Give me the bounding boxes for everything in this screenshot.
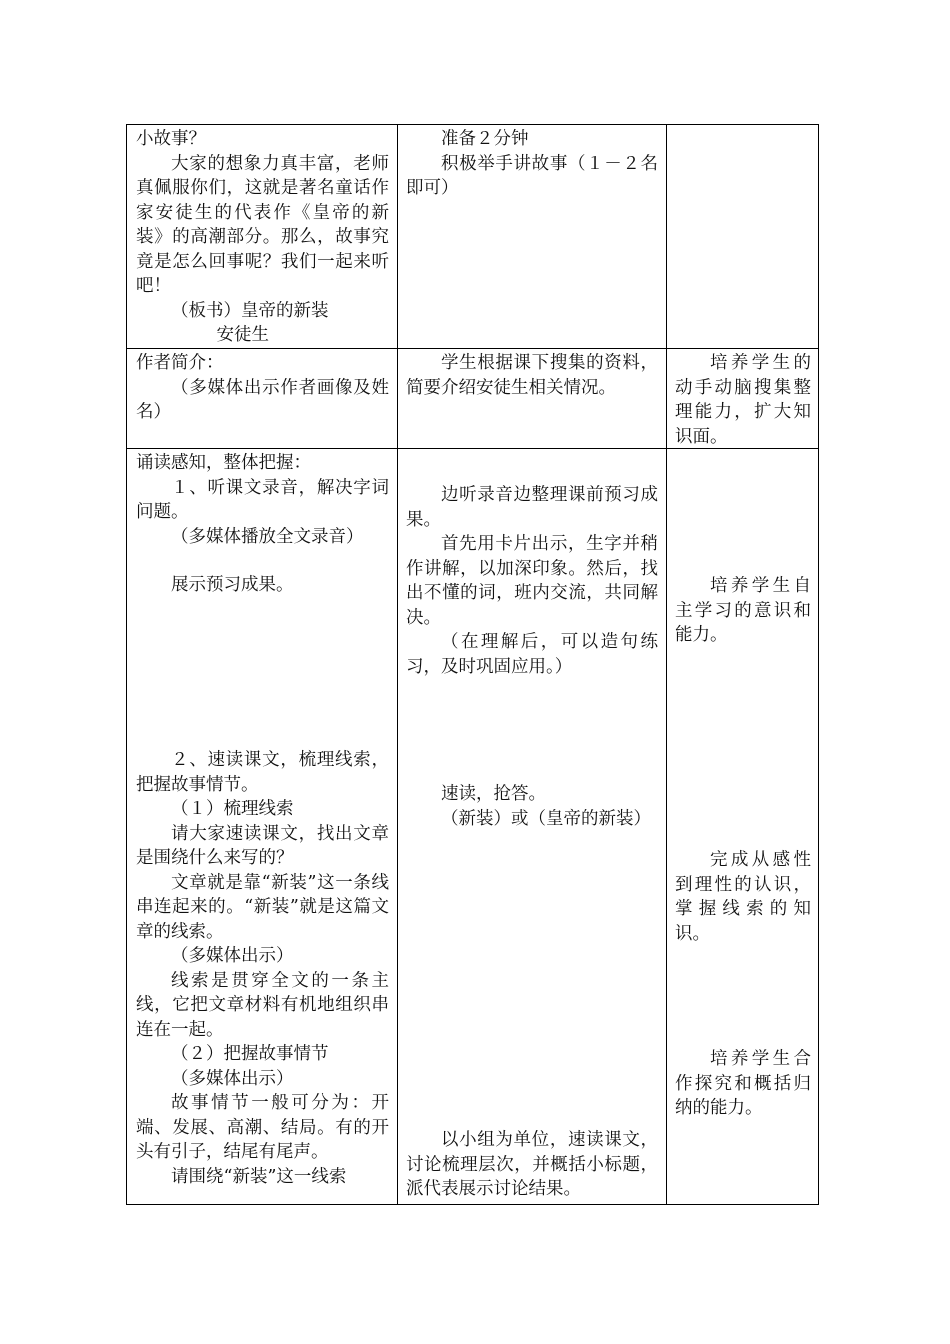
row1-student-activity — [406, 127, 658, 201]
table-border-left — [126, 124, 127, 1205]
text-line: 作者简介： — [136, 353, 224, 373]
text-line: 展示预习成果。 — [171, 575, 294, 595]
text-paragraph: （多媒体出示作者画像及姓名） — [136, 377, 389, 422]
text-line: 小故事？ — [136, 129, 206, 149]
row3-design-intent-b — [675, 848, 811, 946]
text-paragraph: 边听录音边整理课前预习成果。 — [406, 485, 658, 530]
table-border-bottom — [126, 1204, 819, 1205]
text-line: 准备２分钟 — [441, 129, 529, 149]
column-divider-2 — [666, 124, 667, 1205]
board-writing-title: （板书）皇帝的新装 — [171, 300, 329, 321]
board-writing-author: 安徒生 — [216, 325, 269, 345]
row2-teacher-activity — [136, 351, 389, 425]
row1-teacher-activity — [136, 127, 389, 348]
row3-design-intent-c — [675, 1047, 811, 1121]
text-paragraph: 培养学生的动手动脑搜集整理能力，扩大知识面。 — [675, 353, 811, 447]
row3-design-intent-a — [675, 574, 811, 648]
row-divider-1 — [126, 348, 819, 349]
row2-student-activity — [406, 351, 658, 400]
lesson-plan-table — [126, 124, 819, 1205]
text-line: 诵读感知，整体把握： — [136, 453, 311, 473]
text-paragraph: 培养学生合作探究和概括归纳的能力。 — [675, 1049, 811, 1118]
text-line: （多媒体出示） — [171, 946, 294, 966]
row3-teacher-activity-b — [136, 748, 389, 1189]
text-line: （２）把握故事情节 — [171, 1044, 329, 1064]
text-line: 请围绕“新装”这一线索 — [171, 1166, 347, 1187]
text-paragraph: （新装）或（皇帝的新装） — [441, 808, 651, 829]
row3-teacher-activity-a — [136, 451, 389, 598]
text-line: （多媒体出示） — [171, 1068, 294, 1089]
text-paragraph: （在理解后，可以造句练习，及时巩固应用。） — [406, 632, 658, 677]
text-paragraph: 故事情节一般可分为：开端、发展、高潮、结局。有的开头有引子，结尾有尾声。 — [136, 1093, 389, 1162]
row3-student-activity-a — [406, 483, 658, 679]
text-paragraph: 文章就是靠“新装”这一条线串连起来的。“新装”就是这篇文章的线索。 — [136, 872, 389, 942]
table-border-right — [818, 124, 819, 1205]
text-paragraph: 积极举手讲故事（１－２名即可） — [406, 153, 658, 198]
text-line: （１）梳理线索 — [171, 799, 294, 819]
text-line: 速读，抢答。 — [441, 784, 546, 804]
row2-design-intent — [675, 351, 811, 449]
row3-student-activity-b — [406, 782, 658, 831]
text-paragraph: １、听课文录音，解决字词问题。 — [136, 477, 389, 522]
text-paragraph: ２、速读课文，梳理线索，把握故事情节。 — [136, 750, 389, 795]
row3-student-activity-c — [406, 1128, 658, 1202]
text-paragraph: 请大家速读课文，找出文章是围绕什么来写的？ — [136, 823, 389, 868]
text-paragraph: 线索是贯穿全文的一条主线，它把文章材料有机地组织串连在一起。 — [136, 970, 389, 1040]
text-paragraph: 学生根据课下搜集的资料，简要介绍安徒生相关情况。 — [406, 353, 658, 398]
table-border-top — [126, 124, 819, 125]
text-paragraph: 培养学生自主学习的意识和能力。 — [675, 576, 811, 645]
text-paragraph: 完成从感性到理性的认识，掌握线索的知识。 — [675, 850, 811, 944]
text-paragraph: 以小组为单位，速读课文，讨论梳理层次，并概括小标题，派代表展示讨论结果。 — [406, 1130, 658, 1199]
text-paragraph: 首先用卡片出示，生字并稍作讲解，以加深印象。然后，找出不懂的词，班内交流，共同解决。 — [406, 534, 658, 628]
text-line: （多媒体播放全文录音） — [171, 526, 364, 547]
column-divider-1 — [397, 124, 398, 1205]
text-paragraph: 大家的想象力真丰富，老师真佩服你们，这就是著名童话作家安徒生的代表作《皇帝的新装》的高潮部分。那么，故事究竟是怎么回事呢？我们一起来听吧！ — [136, 153, 389, 296]
